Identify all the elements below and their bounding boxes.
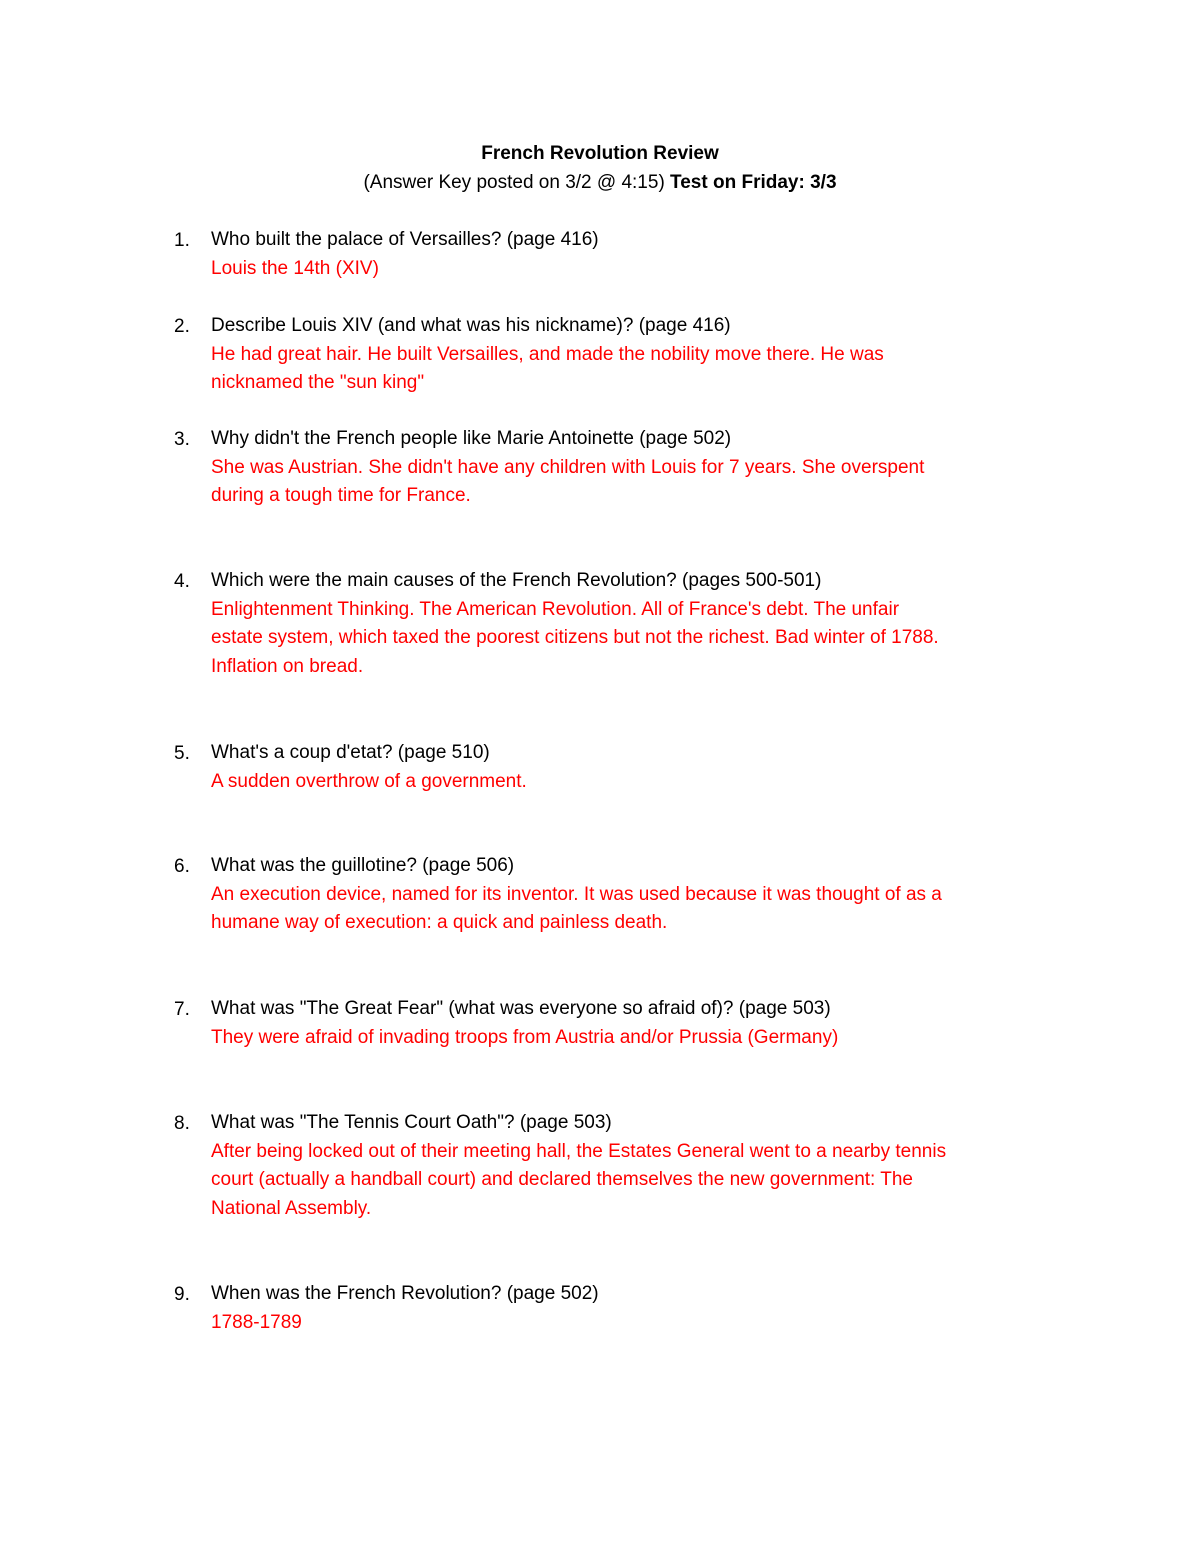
list-item-4: [174, 567, 1074, 681]
answer-text: She was Austrian. She didn't have any children with Louis for 7 years. She overspent during a tough time for France.: [211, 456, 925, 507]
answer-text: They were afraid of invading troops from Austria and/or Prussia (Germany): [211, 1026, 839, 1048]
answer-text: Louis the 14th (XIV): [211, 257, 379, 279]
item-number: 7.: [174, 999, 190, 1020]
question-text: Describe Louis XIV (and what was his nickname)? (page 416): [211, 315, 731, 336]
list-item-6: [174, 852, 1074, 938]
item-number: 2.: [174, 316, 190, 337]
list-item-7: [174, 995, 1074, 1052]
list-item-5: [174, 739, 1074, 796]
question-text: Who built the palace of Versailles? (page 416): [211, 229, 599, 250]
list-item-8: [174, 1109, 1074, 1223]
question-text: What was the guillotine? (page 506): [211, 855, 515, 876]
test-date-note: Test on Friday: 3/3: [670, 172, 837, 193]
item-number: 1.: [174, 230, 190, 251]
answer-text: 1788-1789: [211, 1311, 302, 1333]
answer-text: After being locked out of their meeting hall, the Estates General went to a nearby tennis court (actually a handball court) and declared themselves the new government: The National Assembly.: [211, 1140, 947, 1219]
question-text: Which were the main causes of the French Revolution? (pages 500-501): [211, 570, 822, 591]
list-item-3: [174, 425, 1074, 511]
question-text: What's a coup d'etat? (page 510): [211, 742, 490, 763]
page-subtitle: [0, 171, 1200, 195]
answer-key-note: (Answer Key posted on 3/2 @ 4:15): [363, 172, 671, 193]
list-item-9: [174, 1280, 1074, 1337]
answer-text: An execution device, named for its inventor. It was used because it was thought of as a humane way of execution: a quick and painless death.: [211, 883, 942, 934]
list-item-2: [174, 312, 1074, 398]
item-number: 9.: [174, 1284, 190, 1305]
answer-text: A sudden overthrow of a government.: [211, 770, 527, 792]
question-text: Why didn't the French people like Marie Antoinette (page 502): [211, 428, 732, 449]
answer-text: Enlightenment Thinking. The American Revolution. All of France's debt. The unfair estate system, which taxed the poorest citizens but not the richest. Bad winter of 1788. Inflation on bread.: [211, 598, 939, 677]
item-number: 8.: [174, 1113, 190, 1134]
question-text: What was "The Tennis Court Oath"? (page 503): [211, 1112, 612, 1133]
item-number: 6.: [174, 856, 190, 877]
question-text: When was the French Revolution? (page 502): [211, 1283, 599, 1304]
page-title: French Revolution Review: [481, 143, 719, 164]
answer-text: He had great hair. He built Versailles, and made the nobility move there. He was nicknamed the "sun king": [211, 343, 884, 394]
item-number: 5.: [174, 743, 190, 764]
question-text: What was "The Great Fear" (what was everyone so afraid of)? (page 503): [211, 998, 831, 1019]
list-item-1: [174, 226, 1074, 283]
item-number: 3.: [174, 429, 190, 450]
item-number: 4.: [174, 571, 190, 592]
